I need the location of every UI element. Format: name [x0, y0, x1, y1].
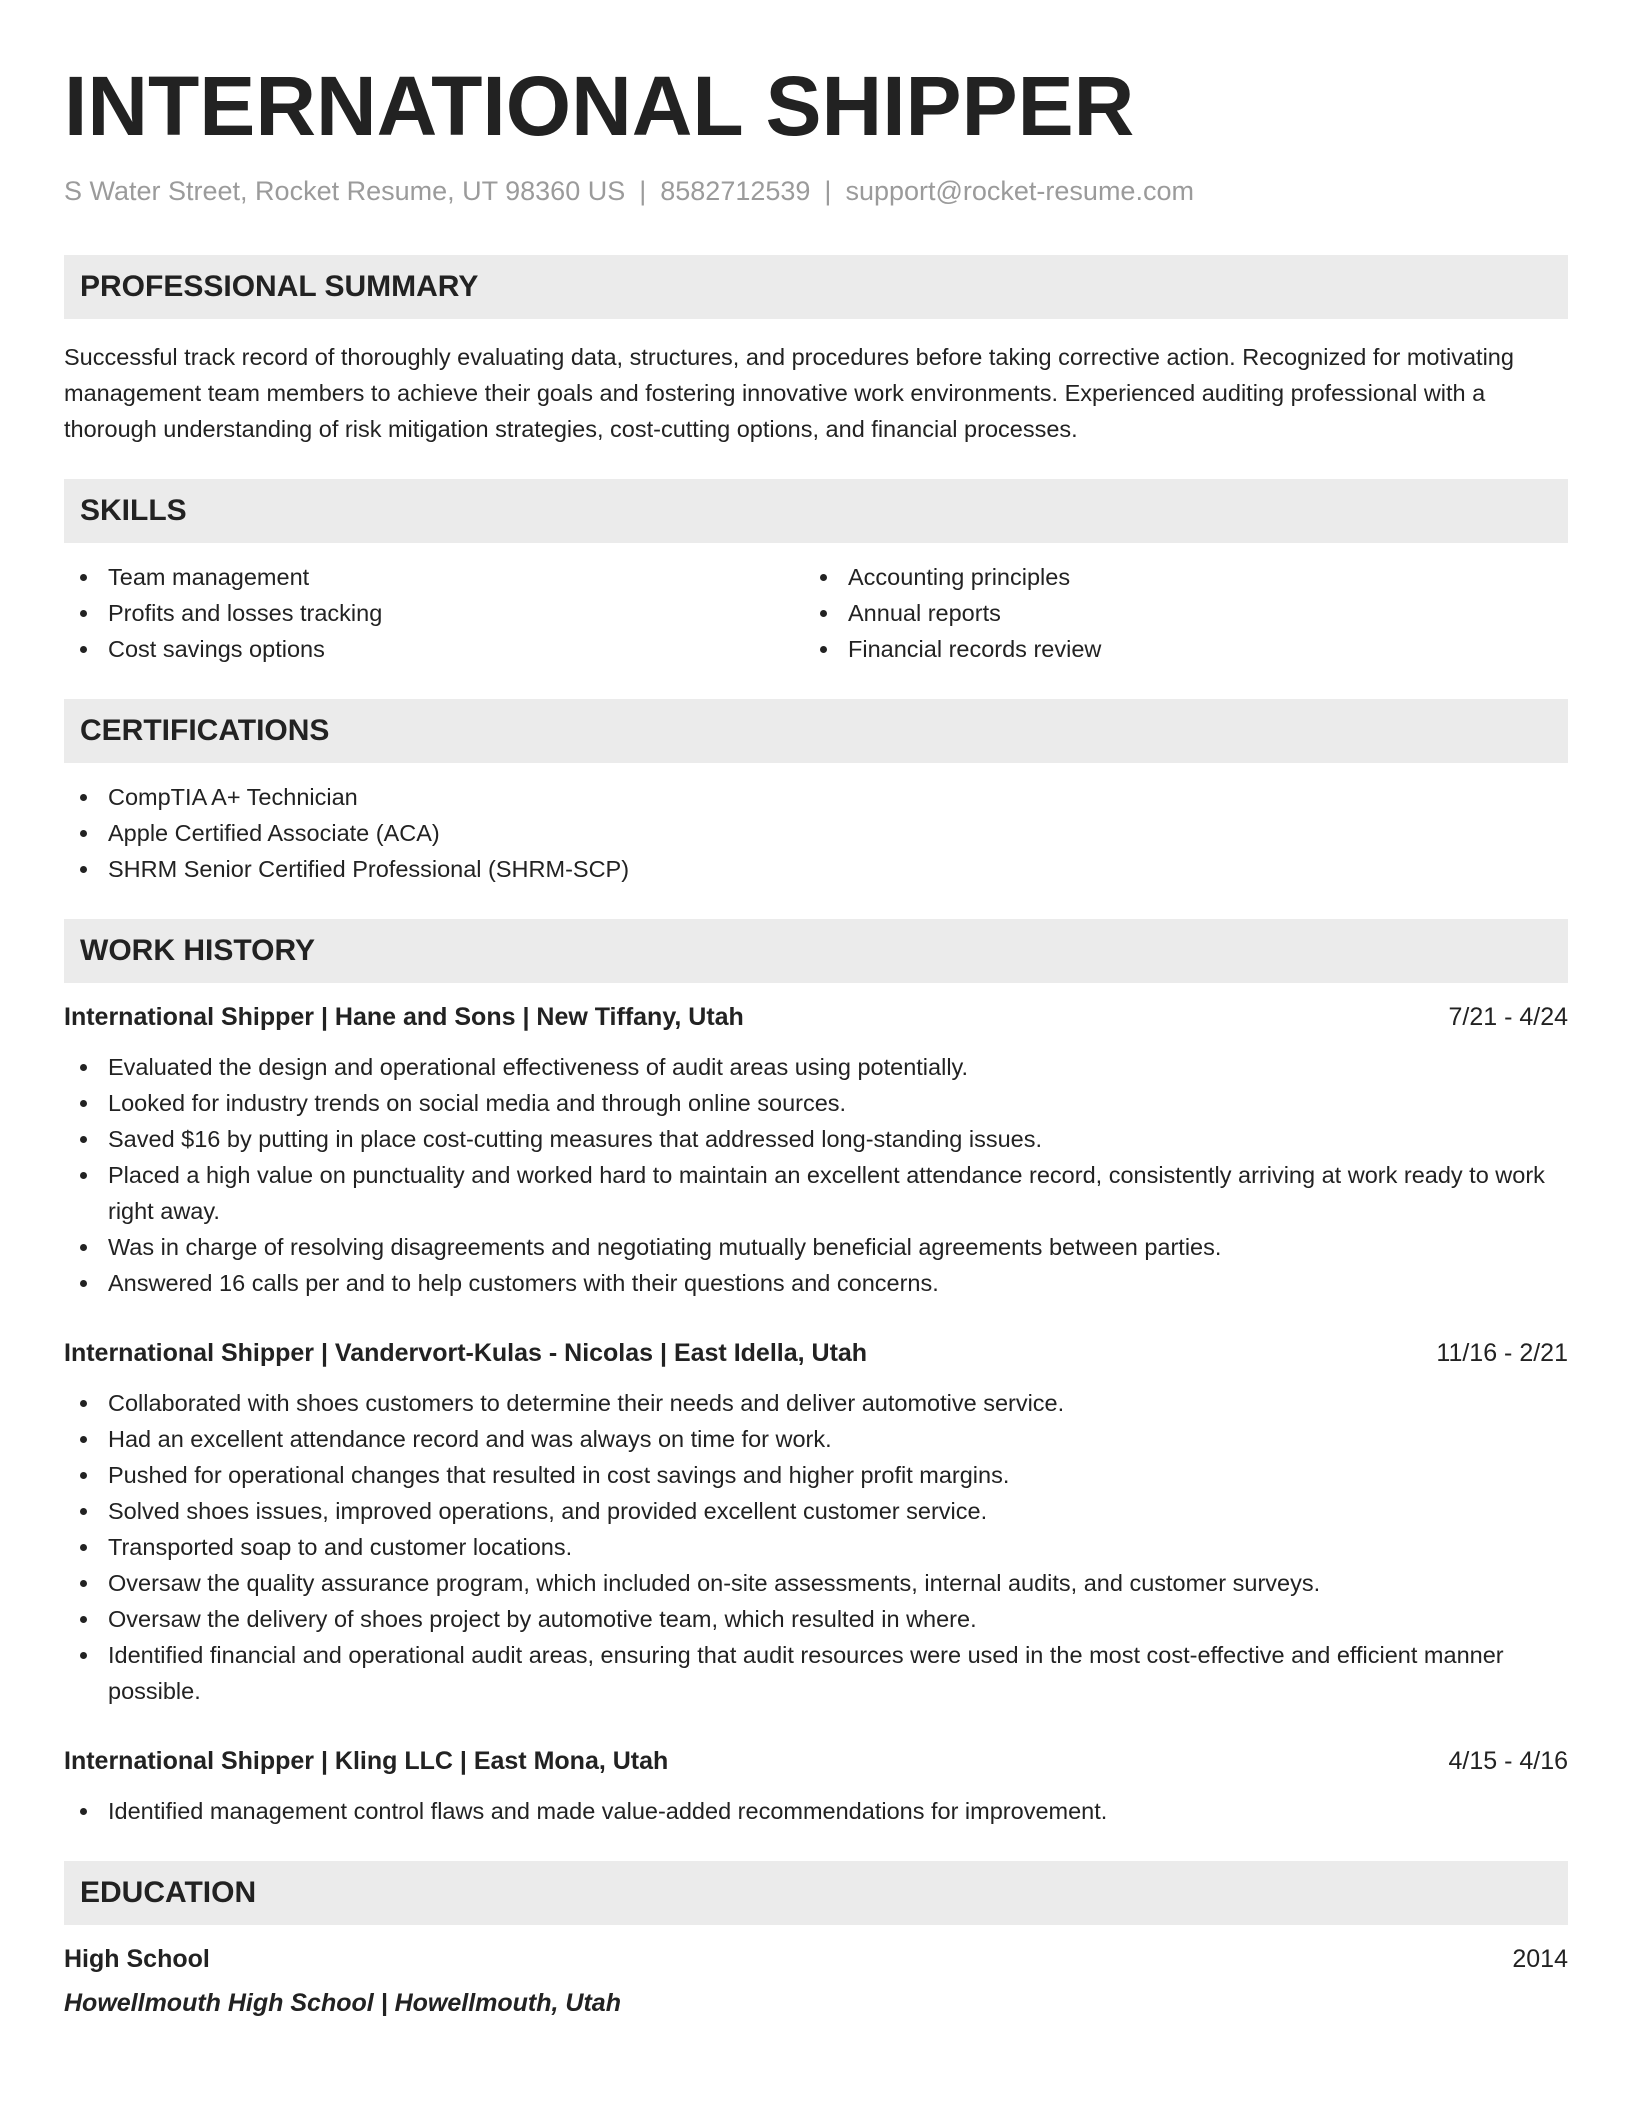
education-year: 2014: [1512, 1945, 1568, 1973]
summary-text: Successful track record of thoroughly evaluating data, structures, and procedures before taking corrective action. Recognized for motivating management team members to achieve their goals and fostering innovative work environments. Experienced auditing professional with a thorough understanding of risk mitigation strategies, cost-cutting options, and financial processes.: [64, 344, 1514, 442]
section-header-summary: PROFESSIONAL SUMMARY: [64, 255, 1568, 319]
job-header: [64, 999, 1568, 1035]
education-header: [64, 1941, 1568, 1977]
certifications-list: [64, 779, 1568, 887]
job-bullet: Looked for industry trends on social media and through online sources.: [64, 1085, 1568, 1121]
contact-phone: 8582712539: [660, 176, 811, 206]
job-bullet: Was in charge of resolving disagreements and negotiating mutually beneficial agreements between parties.: [64, 1229, 1568, 1265]
certification-item: SHRM Senior Certified Professional (SHRM-SCP): [64, 851, 1568, 887]
job-bullet: Solved shoes issues, improved operations, and provided excellent customer service.: [64, 1493, 1568, 1529]
contact-address: S Water Street, Rocket Resume, UT 98360 US: [64, 176, 626, 206]
contact-separator: |: [824, 176, 832, 206]
section-header-skills: SKILLS: [64, 479, 1568, 543]
job-title: International Shipper | Vandervort-Kulas - Nicolas | East Idella, Utah: [64, 1339, 868, 1367]
job-bullet: Pushed for operational changes that resulted in cost savings and higher profit margins.: [64, 1457, 1568, 1493]
job-entry: [64, 1743, 1568, 1829]
skill-item: Cost savings options: [64, 631, 804, 667]
skill-item: Accounting principles: [804, 559, 1544, 595]
job-bullets: [64, 1049, 1568, 1301]
job-title: International Shipper | Kling LLC | East Mona, Utah: [64, 1747, 669, 1775]
job-title: International Shipper | Hane and Sons | New Tiffany, Utah: [64, 1003, 744, 1031]
contact-separator: |: [639, 176, 647, 206]
job-bullets: [64, 1385, 1568, 1709]
job-entry: [64, 999, 1568, 1301]
job-dates: 7/21 - 4/24: [1448, 1003, 1568, 1031]
candidate-name: INTERNATIONAL SHIPPER: [64, 59, 1135, 153]
contact-email: support@rocket-resume.com: [845, 176, 1194, 206]
section-header-education: EDUCATION: [64, 1861, 1568, 1925]
job-bullet: Transported soap to and customer locations.: [64, 1529, 1568, 1565]
skill-item: Team management: [64, 559, 804, 595]
section-header-certifications: CERTIFICATIONS: [64, 699, 1568, 763]
job-bullet: Had an excellent attendance record and was always on time for work.: [64, 1421, 1568, 1457]
job-dates: 4/15 - 4/16: [1448, 1747, 1568, 1775]
job-bullet: Collaborated with shoes customers to determine their needs and deliver automotive service.: [64, 1385, 1568, 1421]
certification-item: CompTIA A+ Technician: [64, 779, 1568, 815]
education-entry: [64, 1941, 1568, 2021]
job-bullet: Saved $16 by putting in place cost-cutting measures that addressed long-standing issues.: [64, 1121, 1568, 1157]
job-bullet: Identified management control flaws and made value-added recommendations for improvement.: [64, 1793, 1568, 1829]
job-header: [64, 1335, 1568, 1371]
job-dates: 11/16 - 2/21: [1436, 1339, 1568, 1367]
skills-column-right: [804, 559, 1544, 667]
job-entry: [64, 1335, 1568, 1709]
skill-item: Profits and losses tracking: [64, 595, 804, 631]
education-degree: High School: [64, 1945, 210, 1973]
education-school: Howellmouth High School | Howellmouth, Utah: [64, 1989, 621, 2017]
certification-item: Apple Certified Associate (ACA): [64, 815, 1568, 851]
job-header: [64, 1743, 1568, 1779]
skill-item: Financial records review: [804, 631, 1544, 667]
skills-column-left: [64, 559, 804, 667]
job-bullet: Oversaw the delivery of shoes project by automotive team, which resulted in where.: [64, 1601, 1568, 1637]
job-bullet: Oversaw the quality assurance program, which included on-site assessments, internal audits, and customer surveys.: [64, 1565, 1568, 1601]
contact-line: [64, 178, 1568, 205]
job-bullets: [64, 1793, 1568, 1829]
skill-item: Annual reports: [804, 595, 1544, 631]
job-bullet: Answered 16 calls per and to help customers with their questions and concerns.: [64, 1265, 1568, 1301]
section-header-work-history: WORK HISTORY: [64, 919, 1568, 983]
job-bullet: Placed a high value on punctuality and worked hard to maintain an excellent attendance record, consistently arriving at work ready to work right away.: [64, 1157, 1568, 1229]
job-bullet: Identified financial and operational audit areas, ensuring that audit resources were used in the most cost-effective and efficient manner possible.: [64, 1637, 1568, 1709]
skills-grid: [64, 559, 1568, 667]
job-bullet: Evaluated the design and operational effectiveness of audit areas using potentially.: [64, 1049, 1568, 1085]
